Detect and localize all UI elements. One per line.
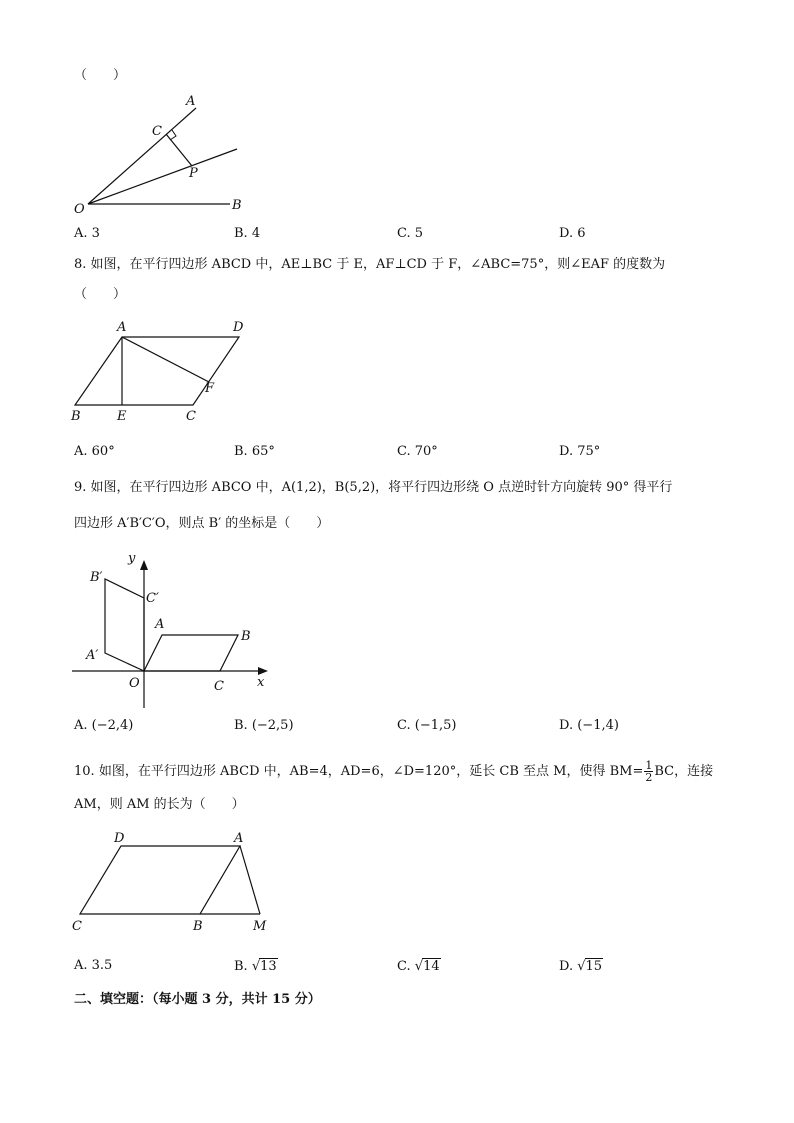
q10-stem-text-1: 如图，在平行四边形 ABCD 中，AB=4，AD=6，∠D=120°，延长 CB 至点 M，使得 BM= xyxy=(98,764,644,779)
q9-option-a: A. (−2,4) xyxy=(74,718,134,733)
q9-number: 9. xyxy=(74,480,87,495)
q10-stem-line2: AM，则 AM 的长为（ ） xyxy=(74,797,245,812)
q9-label-b-prime: B′ xyxy=(90,570,103,585)
q10-option-c-radicand: 14 xyxy=(423,959,440,974)
q8-option-c: C. 70° xyxy=(397,444,438,459)
q8-stem-text: 如图，在平行四边形 ABCD 中，AE⊥BC 于 E，AF⊥CD 于 F，∠ABC=75°，则∠EAF 的度数为 xyxy=(90,257,666,272)
q8-answer-paren: （ ） xyxy=(74,287,127,302)
q8-number: 8. xyxy=(74,257,87,272)
q10-stem-text-2: BC，连接 xyxy=(654,764,714,779)
q10-segment-am xyxy=(240,846,260,914)
q10-parallelogram-abcd xyxy=(80,846,240,914)
q10-fraction-denominator: 2 xyxy=(645,771,653,784)
q7-option-b: B. 4 xyxy=(234,226,261,241)
q9-label-c-prime: C′ xyxy=(146,591,159,606)
q10-option-d-sqrt: √15 xyxy=(577,959,603,974)
q7-label-b: B xyxy=(232,198,242,213)
section2-note: （每小题 3 分，共计 15 分） xyxy=(152,992,321,1007)
q9-option-c: C. (−1,5) xyxy=(397,718,457,733)
q9-option-b: B. (−2,5) xyxy=(234,718,294,733)
q7-label-o: O xyxy=(74,202,85,217)
section2-title: 二、填空题： xyxy=(74,992,153,1007)
q8-label-b: B xyxy=(71,409,81,424)
q8-label-a: A xyxy=(117,320,127,335)
q10-label-m: M xyxy=(253,919,267,934)
q10-option-c xyxy=(397,958,441,974)
q10-option-b xyxy=(234,958,278,974)
q7-option-c: C. 5 xyxy=(397,226,424,241)
q10-option-b-sqrt: √13 xyxy=(251,959,277,974)
q9-label-b: B xyxy=(241,629,251,644)
q10-option-c-sqrt: √14 xyxy=(414,959,440,974)
q7-option-d: D. 6 xyxy=(559,226,586,241)
q7-answer-paren: （ ） xyxy=(74,68,127,83)
q10-label-c: C xyxy=(72,919,82,934)
q9-stem-line2: 四边形 A′B′C′O，则点 B′ 的坐标是（ ） xyxy=(74,516,330,531)
q9-stem-text-1: 如图，在平行四边形 ABCO 中，A(1,2)，B(5,2)，将平行四边形绕 O 点逆时针方向旋转 90° 得平行 xyxy=(90,480,673,495)
q8-option-a: A. 60° xyxy=(74,444,115,459)
q10-option-d xyxy=(559,958,603,974)
q10-option-d-prefix: D. xyxy=(559,959,574,974)
q8-label-c: C xyxy=(186,409,196,424)
q9-label-y: y xyxy=(128,551,136,566)
q10-label-a: A xyxy=(234,831,244,846)
q8-label-d: D xyxy=(233,320,244,335)
q10-option-c-prefix: C. xyxy=(397,959,411,974)
q10-option-d-radicand: 15 xyxy=(585,959,603,974)
q10-option-a: A. 3.5 xyxy=(74,958,113,973)
q9-label-x: x xyxy=(257,675,265,690)
q10-label-b: B xyxy=(193,919,203,934)
q9-label-a-prime: A′ xyxy=(86,648,99,663)
q9-label-o: O xyxy=(129,676,140,691)
q7-option-a: A. 3 xyxy=(74,226,100,241)
q7-label-p: P xyxy=(189,166,198,181)
q10-label-d: D xyxy=(114,831,125,846)
q10-option-b-radicand: 13 xyxy=(260,959,277,974)
q9-label-c: C xyxy=(214,679,224,694)
q8-option-b: B. 65° xyxy=(234,444,275,459)
q8-label-f: F xyxy=(205,381,215,396)
q7-label-a: A xyxy=(186,94,196,109)
section2-heading xyxy=(74,992,321,1008)
q10-number: 10. xyxy=(74,764,95,779)
q10-option-b-prefix: B. xyxy=(234,959,248,974)
q10-fraction-numerator: 1 xyxy=(645,759,653,772)
q9-label-a: A xyxy=(155,617,165,632)
q7-label-c: C xyxy=(152,124,162,139)
q9-option-d: D. (−1,4) xyxy=(559,718,619,733)
q8-label-e: E xyxy=(117,409,127,424)
q8-option-d: D. 75° xyxy=(559,444,601,459)
